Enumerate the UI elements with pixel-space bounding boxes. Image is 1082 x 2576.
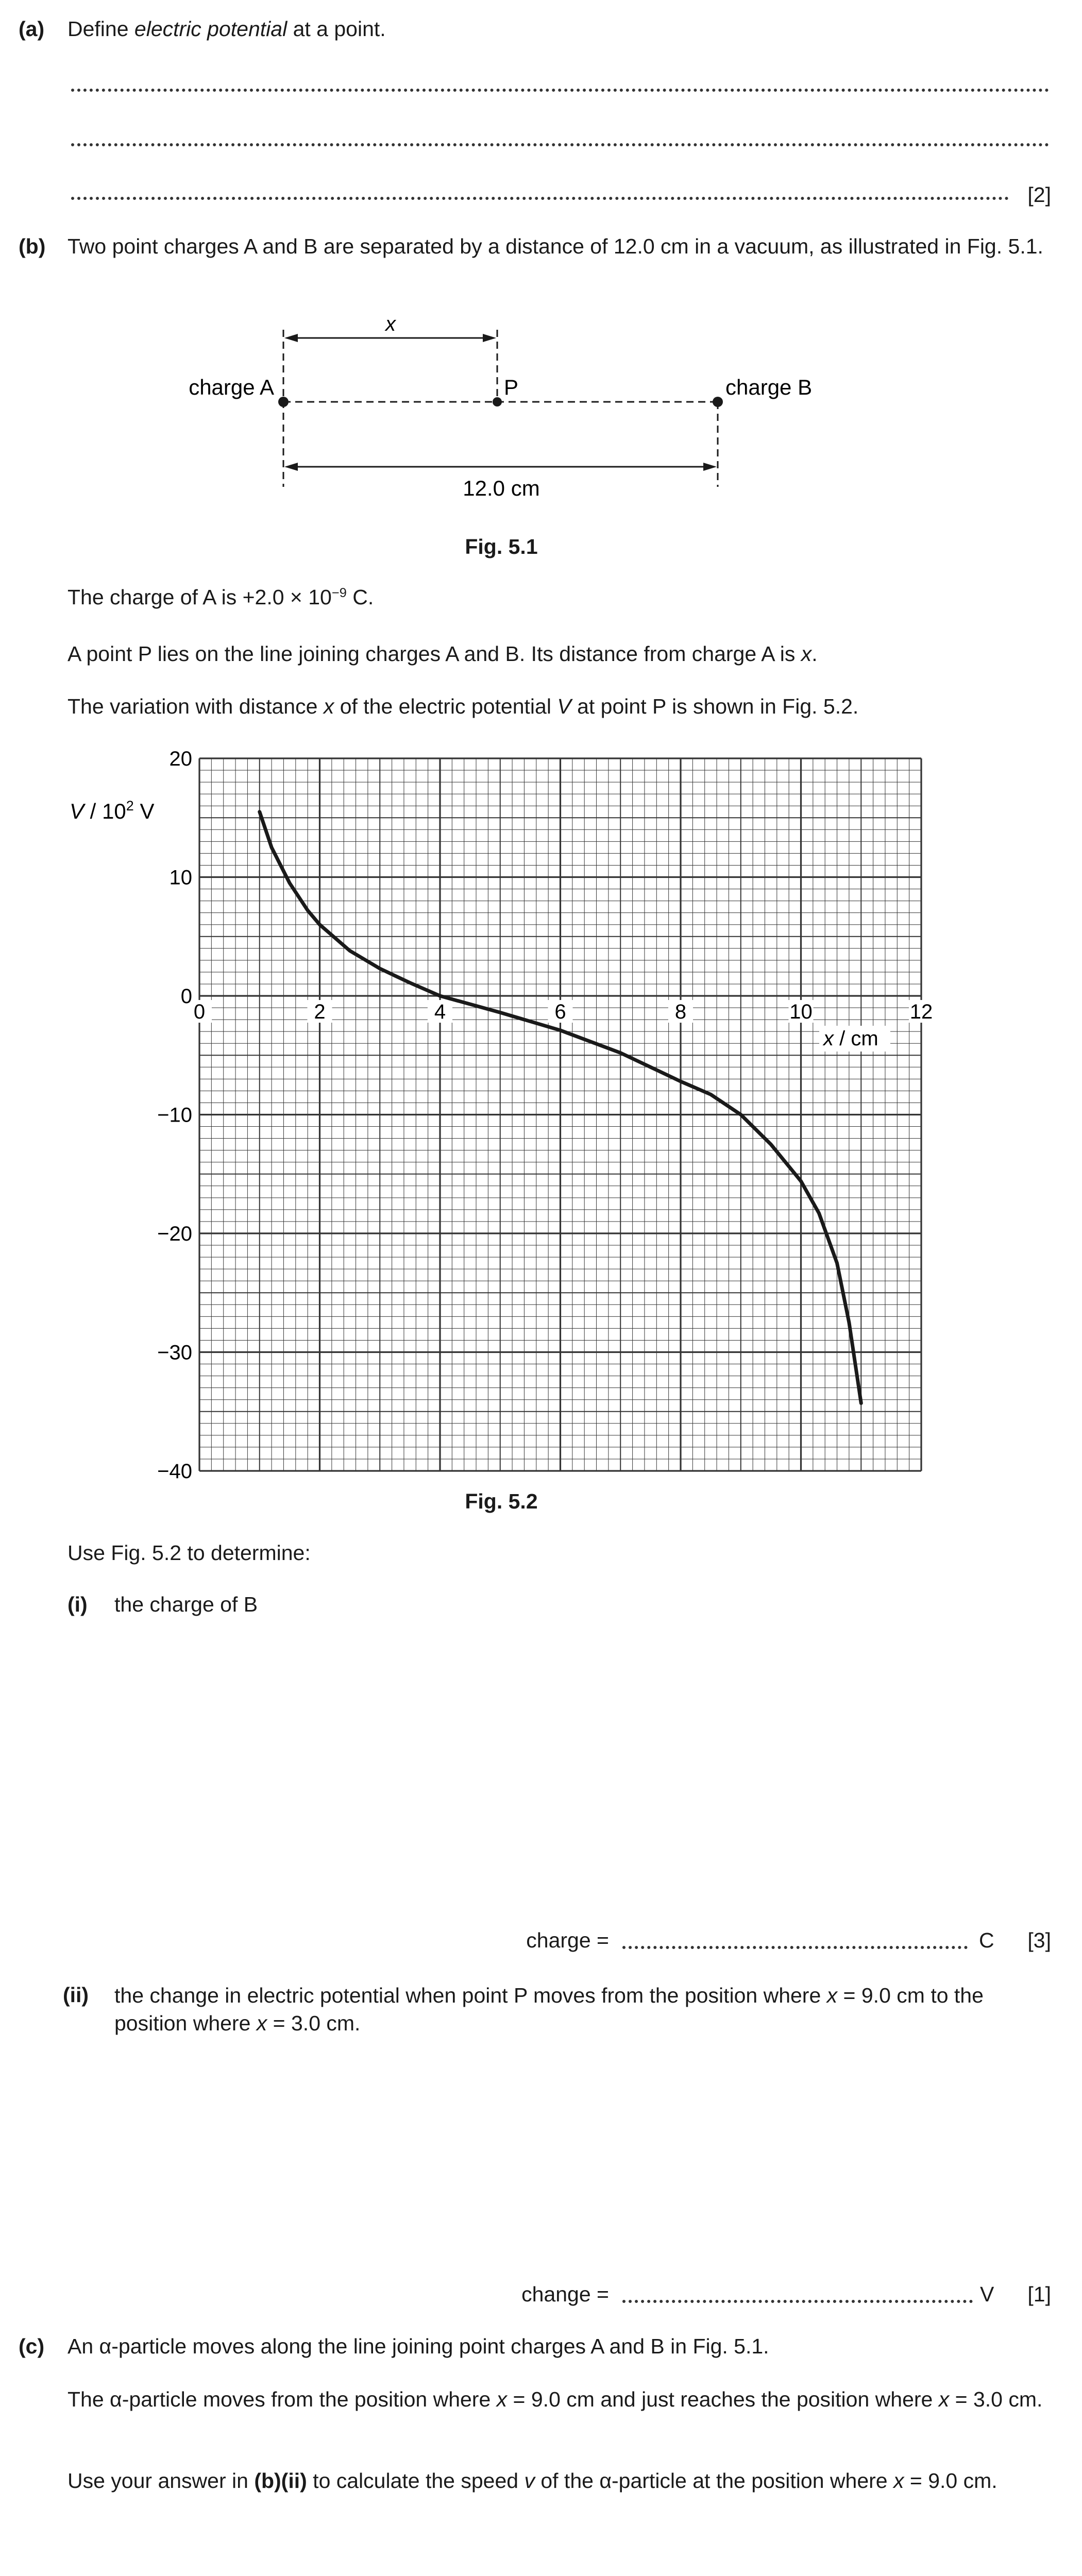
part-a-question: Define electric potential at a point. <box>67 17 386 41</box>
change-answer-line[interactable] <box>622 2300 973 2303</box>
x-tick-label: 12 <box>909 1001 933 1023</box>
x-tick-label: 10 <box>789 1001 813 1023</box>
charge-answer-label: charge = <box>526 1928 609 1952</box>
point-p-statement: A point P lies on the line joining charges A and B. Its distance from charge A is x. <box>67 642 818 666</box>
fig1-point-p: P <box>504 375 519 399</box>
part-ii-text: the change in electric potential when point P moves from the position where x = 9.0 cm to the position where x = 3.0 cm. <box>114 1984 984 2035</box>
marks-b-ii: [1] <box>1027 2282 1051 2306</box>
part-c-line3: Use your answer in (b)(ii) to calculate the speed v of the α-particle at the position where x = 9.0 cm. <box>67 2469 998 2493</box>
y-tick-label: −10 <box>157 1104 192 1127</box>
y-tick-label: 10 <box>169 866 192 889</box>
y-tick-label: −30 <box>157 1341 192 1364</box>
fig1-charge-a: charge A <box>189 375 274 399</box>
y-tick-label: 20 <box>169 748 192 770</box>
part-c-line1: An α-particle moves along the line joining point charges A and B in Fig. 5.1. <box>67 2334 769 2358</box>
part-b-intro: Two point charges A and B are separated by a distance of 12.0 cm in a vacuum, as illustrated in Fig. 5.1. <box>67 234 1043 258</box>
y-axis-label: V / $10^2$ V <box>70 798 155 823</box>
charge-answer-line[interactable] <box>622 1946 968 1949</box>
x-tick-label: 8 <box>674 1001 687 1023</box>
y-tick-label: −20 <box>157 1223 192 1245</box>
part-ii-label: (ii) <box>63 1983 89 2007</box>
use-fig-instruction: Use Fig. 5.2 to determine: <box>67 1541 311 1565</box>
answer-line[interactable] <box>71 89 1049 92</box>
y-label-unit: V <box>133 799 155 823</box>
part-a-label: (a) <box>19 17 45 41</box>
x-tick-label: 4 <box>434 1001 446 1023</box>
answer-line[interactable] <box>71 143 1049 146</box>
fig-5-2-graph <box>0 742 1082 1489</box>
marks-a: [2] <box>1027 183 1051 207</box>
fig-5-2-caption: Fig. 5.2 <box>465 1489 538 1513</box>
part-b-label: (b) <box>19 234 46 258</box>
variation-statement: The variation with distance x of the electric potential V at point P is shown in Fig. 5.2. <box>67 694 859 718</box>
charge-unit: C <box>979 1928 994 1952</box>
part-i-label: (i) <box>67 1592 88 1616</box>
part-c-label: (c) <box>19 2334 45 2358</box>
y-tick-label: 0 <box>180 985 192 1008</box>
marks-b-i: [3] <box>1027 1928 1051 1952</box>
change-answer-label: change = <box>521 2282 609 2306</box>
part-c-line2: The α-particle moves from the position where x = 9.0 cm and just reaches the position where x = 3.0 cm. <box>67 2387 1043 2411</box>
charge-a-statement: The charge of A is $+2.0 \times 10^{-9}$ C. <box>67 585 374 609</box>
fig-5-1-diagram <box>0 299 1082 515</box>
fig1-charge-b: charge B <box>725 375 813 399</box>
part-i-text: the charge of B <box>114 1592 258 1616</box>
y-label-exp: 2 <box>126 798 134 814</box>
x-tick-label: 6 <box>554 1001 566 1023</box>
x-tick-label: 2 <box>314 1001 326 1023</box>
x-tick-label: 0 <box>193 1001 206 1023</box>
fig-5-1-caption: Fig. 5.1 <box>465 535 538 558</box>
x-axis-label: x / cm <box>823 1027 878 1050</box>
y-tick-label: −40 <box>157 1460 192 1483</box>
fig1-separation: 12.0 cm <box>463 476 540 500</box>
answer-line[interactable] <box>71 197 1009 200</box>
change-unit: V <box>980 2282 994 2306</box>
fig1-x-label: x <box>385 313 396 335</box>
